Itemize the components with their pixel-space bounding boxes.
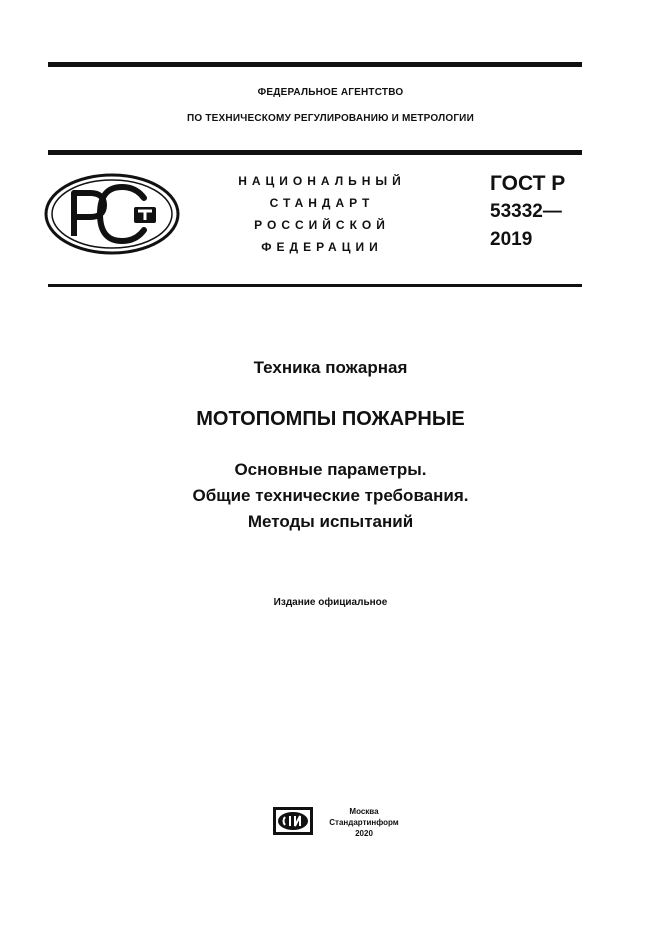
subtitle-line-3: Методы испытаний xyxy=(247,512,414,531)
publisher-year: 2020 xyxy=(355,829,373,838)
standard-type-line-2: СТАНДАРТ xyxy=(269,196,375,210)
publisher-info xyxy=(318,806,410,839)
subtitle-line-1: Основные параметры. xyxy=(234,460,427,479)
standard-code xyxy=(490,170,565,254)
standard-type-line-4: ФЕДЕРАЦИИ xyxy=(261,240,383,254)
standard-type-line-1: НАЦИОНАЛЬНЫЙ xyxy=(238,174,406,188)
standard-code-line-1: ГОСТ Р xyxy=(490,172,566,195)
top-rule xyxy=(48,62,582,67)
document-title: МОТОПОМПЫ ПОЖАРНЫЕ xyxy=(196,408,465,430)
agency-line-2: ПО ТЕХНИЧЕСКОМУ РЕГУЛИРОВАНИЮ И МЕТРОЛОГИИ xyxy=(187,113,474,124)
edition-note: Издание официальное xyxy=(273,597,388,608)
standard-type-line-3: РОССИЙСКОЙ xyxy=(254,218,390,232)
publisher-name: Стандартинформ xyxy=(329,818,399,827)
document-subject: Техника пожарная xyxy=(253,358,408,377)
standard-code-line-2: 53332— xyxy=(490,201,562,222)
standartinform-logo-icon xyxy=(272,806,314,836)
subtitle-line-2: Общие технические требования. xyxy=(192,486,469,505)
publisher-city: Москва xyxy=(349,807,379,816)
middle-rule xyxy=(48,150,582,155)
bottom-rule xyxy=(48,284,582,287)
national-standard-block xyxy=(222,170,422,258)
agency-line-1: ФЕДЕРАЛЬНОЕ АГЕНТСТВО xyxy=(257,87,404,98)
standard-code-line-3: 2019 xyxy=(490,229,533,250)
rst-certification-logo-icon xyxy=(44,173,180,255)
